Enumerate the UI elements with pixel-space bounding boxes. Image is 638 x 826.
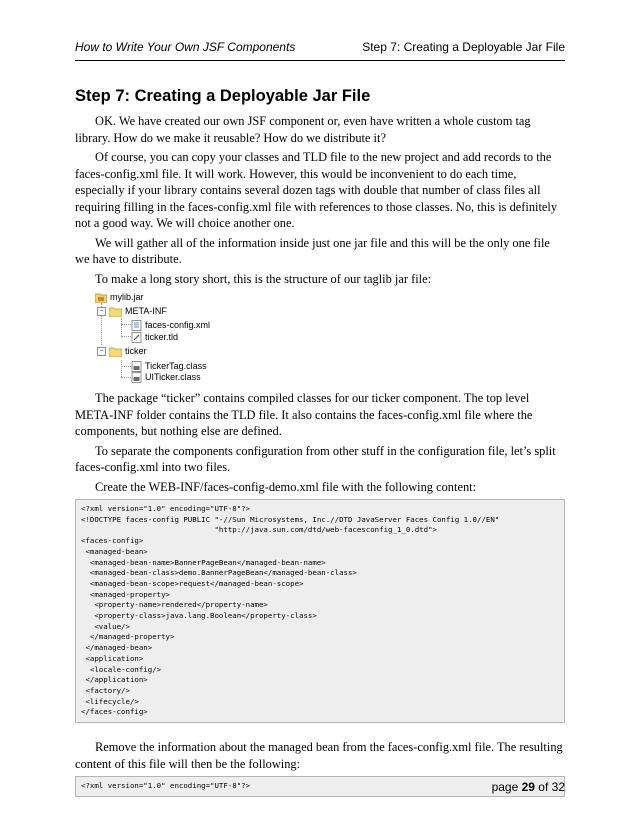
tree-node-uiticker-class[interactable] (131, 370, 201, 384)
code-block-faces-config-demo: <?xml version="1.0" encoding="UTF-8"?> <!DOCTYPE faces-config PUBLIC "-//Sun Microsystems, Inc.//DTD JavaServer Faces Config 1.0//EN" "http://java.sun.com/dtd/web-facesconfig_1_0.dtd"> <faces-config> <managed-bean> <managed-bean-name>BannerPageBean</managed-bean-name> <managed-bean-class>demo.BannerPageBean</managed-bean-class> <managed-bean-scope>request</managed-bean-scope> <managed-property> <property-name>rendered</property-name> <property-class>java.lang.Boolean</property-class> <value/> </managed-property> </managed-bean> <application> <locale-config/> </application> <factory/> <lifecycle/> </faces-config> (75, 499, 565, 723)
section-heading: Step 7: Creating a Deployable Jar File (75, 87, 371, 105)
header-document-title: How to Write Your Own JSF Components (75, 40, 296, 54)
tree-node-label: mylib.jar (110, 292, 144, 302)
footer-prefix: page (491, 780, 522, 794)
tree-node-label: faces-config.xml (145, 320, 211, 330)
tree-node-label: META-INF (125, 306, 167, 316)
paragraph-gather-jar: We will gather all of the information inside just one jar file and this will be the only one file we have to distribute. (75, 235, 550, 266)
tld-file-icon (131, 332, 142, 343)
paragraph-split-config: To separate the components configuration from other stuff in the configuration file, let’s split faces-config.xml into two files. (75, 443, 556, 474)
paragraph-ticker-package: The package “ticker” contains compiled classes for our ticker component. The top level META-INF folder contains the TLD file. It also contains the faces-config.xml file where the components, but nothing else are defined. (75, 391, 533, 438)
folder-icon (109, 347, 122, 357)
header-rule (75, 60, 565, 61)
tree-node-ticker[interactable] (97, 344, 147, 358)
class-file-icon (131, 372, 142, 383)
folder-icon (109, 307, 122, 317)
paragraph-copy-classes: Of course, you can copy your classes and TLD file to the new project and add records to the faces-config.xml file. It will work. However, this would be inconvenient to do each time, especially if your library contains several dozen tags with double that number of class files all requiring filling in the faces-config.xml file with references to those classes. No, this is definitely not a good way. We will choice another one. (75, 150, 558, 230)
footer-total-pages: 32 (551, 780, 565, 794)
collapse-toggle-icon[interactable]: − (97, 307, 106, 316)
paragraph-remove-bean: Remove the information about the managed bean from the faces-config.xml file. The resulting content of this file will then be the following: (75, 740, 563, 771)
tree-node-label: ticker.tld (145, 332, 179, 342)
footer-current-page: 29 (521, 780, 535, 794)
paragraph-structure: To make a long story short, this is the structure of our taglib jar file: (95, 271, 432, 286)
tree-node-label: UITicker.class (145, 372, 201, 382)
jar-structure-tree (95, 290, 225, 382)
tree-node-label: TickerTag.class (145, 361, 207, 371)
page-footer (492, 780, 565, 794)
header-section-title: Step 7: Creating a Deployable Jar File (362, 40, 565, 54)
paragraph-intro: OK. We have created our own JSF component or, even have written a whole custom tag library. How do we make it reusable? How do we distribute it? (75, 114, 531, 145)
page-content (75, 86, 565, 797)
paragraph-create-file: Create the WEB-INF/faces-config-demo.xml file with the following content: (95, 479, 477, 494)
jar-file-icon (95, 292, 107, 303)
page-header (75, 40, 565, 58)
tree-node-label: ticker (125, 346, 147, 356)
tree-node-ticker-tld[interactable] (131, 330, 178, 344)
tree-node-root (95, 290, 144, 304)
tree-node-meta-inf[interactable] (97, 304, 167, 318)
footer-of: of (534, 780, 552, 794)
collapse-toggle-icon[interactable]: − (97, 347, 106, 356)
code-block-faces-config: <?xml version="1.0" encoding="UTF-8"?> (75, 776, 565, 797)
